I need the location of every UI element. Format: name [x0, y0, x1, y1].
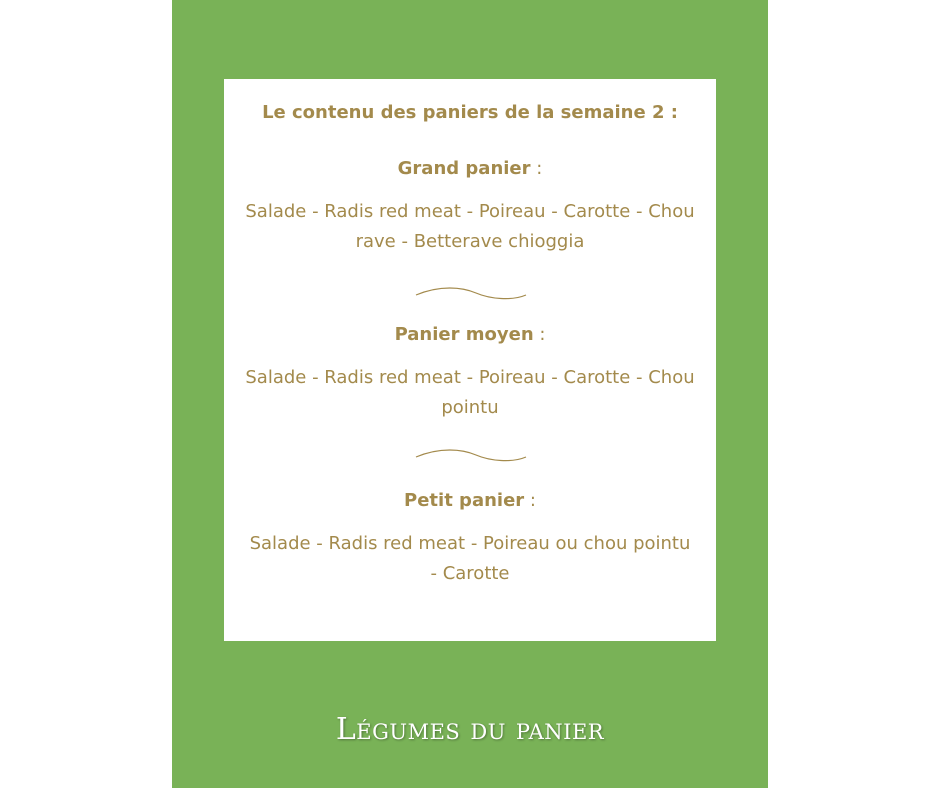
- petit-panier-heading-text: Petit panier: [404, 490, 525, 511]
- wavy-line-divider-path: [416, 450, 526, 461]
- wavy-line-divider-icon: [414, 283, 528, 303]
- petit-panier-contents: Salade - Radis red meat - Poireau ou chou pointu - Carotte: [249, 533, 691, 584]
- panier-moyen-heading-colon: :: [533, 324, 546, 345]
- petit-panier-heading: [224, 489, 716, 513]
- basket-contents-card: [224, 79, 716, 641]
- petit-panier-heading-colon: :: [524, 490, 536, 511]
- panier-moyen-heading: [224, 323, 716, 347]
- footer-title: Légumes du panier: [335, 712, 605, 747]
- wavy-line-divider-icon: [414, 445, 528, 465]
- poster: [172, 0, 768, 788]
- card-title-text: Le contenu des paniers de la semaine 2 :: [262, 102, 678, 123]
- grand-panier-heading-text: Grand panier: [397, 158, 531, 179]
- grand-panier-contents: Salade - Radis red meat - Poireau - Carotte - Chou rave - Betterave chioggia: [245, 201, 695, 252]
- panier-moyen-contents: Salade - Radis red meat - Poireau - Carotte - Chou pointu: [245, 367, 695, 418]
- panier-moyen-heading-text: Panier moyen: [394, 324, 534, 345]
- grand-panier-heading: [224, 157, 716, 181]
- wavy-line-divider-path: [416, 288, 526, 299]
- card-title: [224, 101, 716, 125]
- grand-panier-heading-colon: :: [530, 158, 543, 179]
